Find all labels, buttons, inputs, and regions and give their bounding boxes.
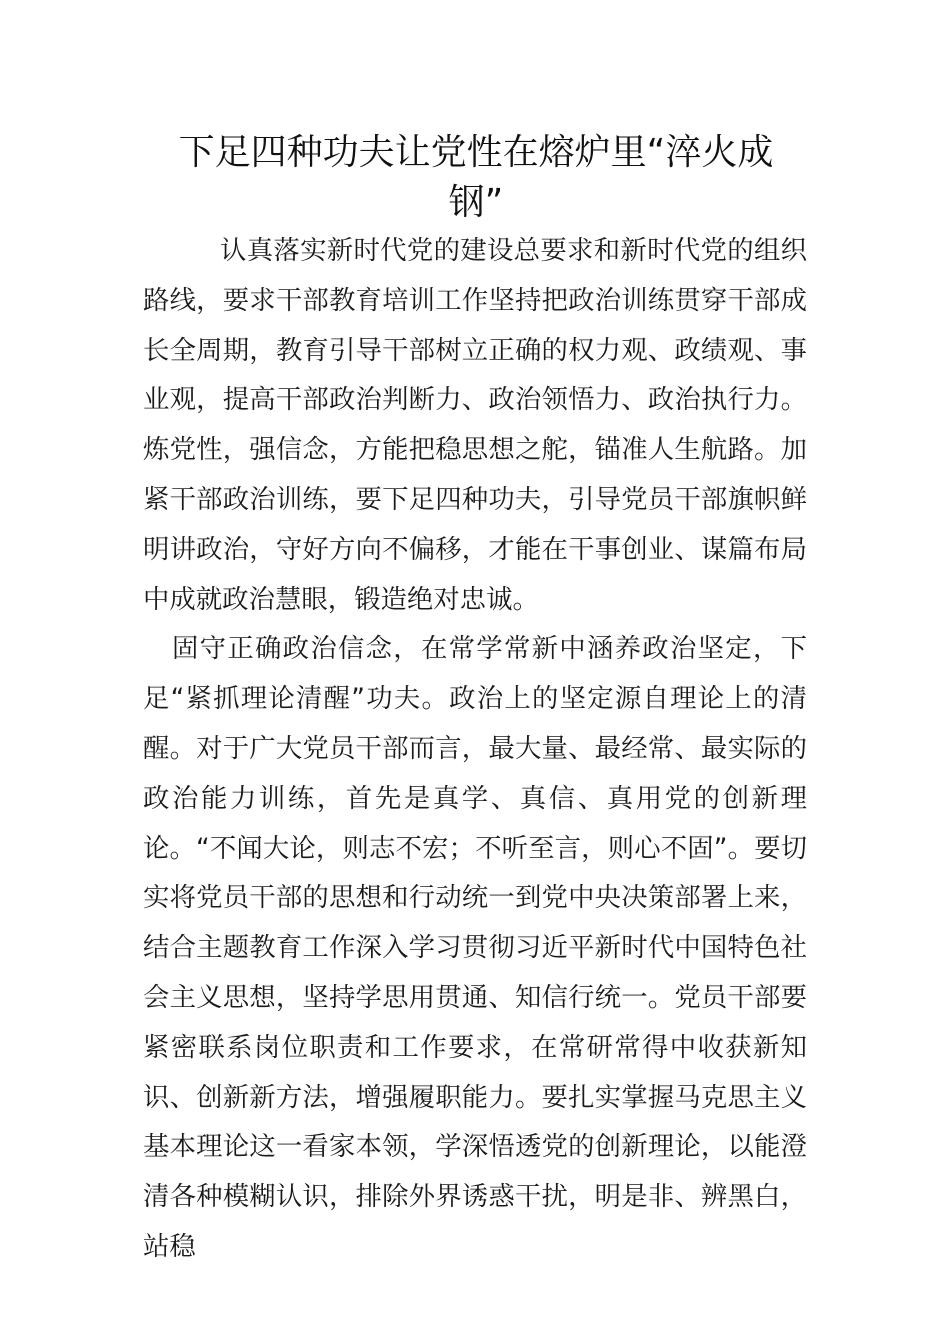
paragraph-theory: 固守正确政治信念，在常学常新中涵养政治坚定，下足“紧抓理论清醒”功夫。政治上的坚定源自理论上的清醒。对于广大党员干部而言，最大量、最经常、最实际的政治能力训练，首先是真学、真信、真用党的创新理论。“不闻大论，则志不宏；不听至言，则心不固”。要切实将党员干部的思想和行动统一到党中央决策部署上来，结合主题教育工作深入学习贯彻习近平新时代中国特色社会主义思想，坚持学思用贯通、知信行统一。党员干部要紧密联系岗位职责和工作要求，在常研常得中收获新知识、创新新方法，增强履职能力。要扎实掌握马克思主义基本理论这一看家本领，学深悟透党的创新理论，以能澄清各种模糊认识，排除外界诱惑干扰，明是非、辨黑白，站稳 (143, 633, 807, 1262)
document-title: 下足四种功夫让党性在熔炉里“淬火成钢” (178, 132, 774, 223)
document-body (143, 226, 807, 1272)
paragraph-intro: 认真落实新时代党的建设总要求和新时代党的组织路线，要求干部教育培训工作坚持把政治训练贯穿干部成长全周期，教育引导干部树立正确的权力观、政绩观、事业观，提高干部政治判断力、政治领悟力、政治执行力。炼党性，强信念，方能把稳思想之舵，锚准人生航路。加紧干部政治训练，要下足四种功夫，引导党员干部旗帜鲜明讲政治，守好方向不偏移，才能在干事创业、谋篇布局中成就政治慧眼，锻造绝对忠诚。 (143, 235, 807, 615)
